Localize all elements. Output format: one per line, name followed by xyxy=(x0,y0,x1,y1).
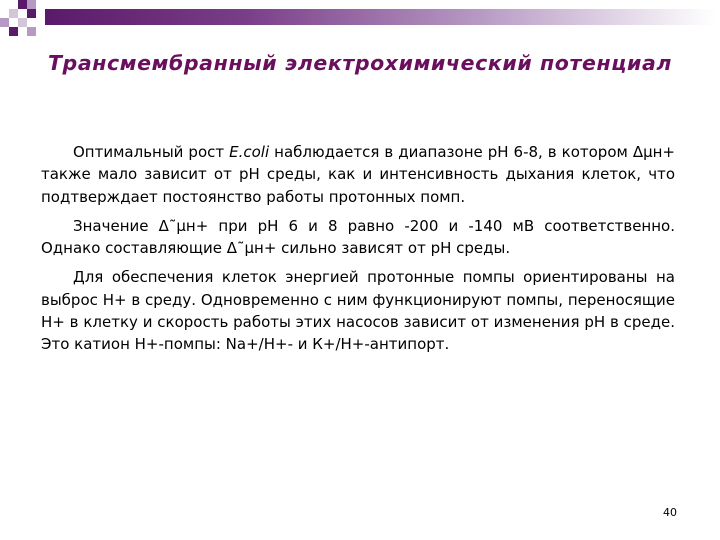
corner-square xyxy=(27,0,36,9)
paragraph-1-text-before: Оптимальный рост xyxy=(73,143,230,161)
corner-square xyxy=(27,27,36,36)
paragraph-1-text-after: наблюдается в диапазоне pH 6-8, в котором Δμн+ также мало зависит от pH среды, как и интенсивность дыхания клеток, что подтверждает постоянство работы протонных помп. xyxy=(41,143,675,206)
page-number: 40 xyxy=(663,506,677,519)
corner-square xyxy=(9,27,18,36)
paragraph-2: Значение Δ˜μн+ при pH 6 и 8 равно -200 и -140 мВ соответственно. Однако составляющие Δ˜μн+ сильно зависят от pH среды. xyxy=(41,216,675,258)
paragraph-1 xyxy=(41,141,675,208)
header-gradient-bar xyxy=(45,9,715,25)
organism-name: E.coli xyxy=(229,143,270,161)
paragraph-3: Для обеспечения клеток энергией протонные помпы ориентированы на выброс Н+ в среду. Одновременно с ним функционируют помпы, переносящие Н+ в клетку и скорость работы этих насосов зависит от изменения pH в среде. Это катион Н+-помпы: Na+/H+- и К+/Н+-антипорт. xyxy=(41,268,675,354)
corner-square xyxy=(0,18,9,27)
corner-square xyxy=(9,9,18,18)
corner-square xyxy=(18,0,27,9)
corner-square xyxy=(27,9,36,18)
slide-body xyxy=(41,141,675,363)
slide-title: Трансмембранный электрохимический потенциал xyxy=(47,51,673,75)
corner-square xyxy=(18,18,27,27)
